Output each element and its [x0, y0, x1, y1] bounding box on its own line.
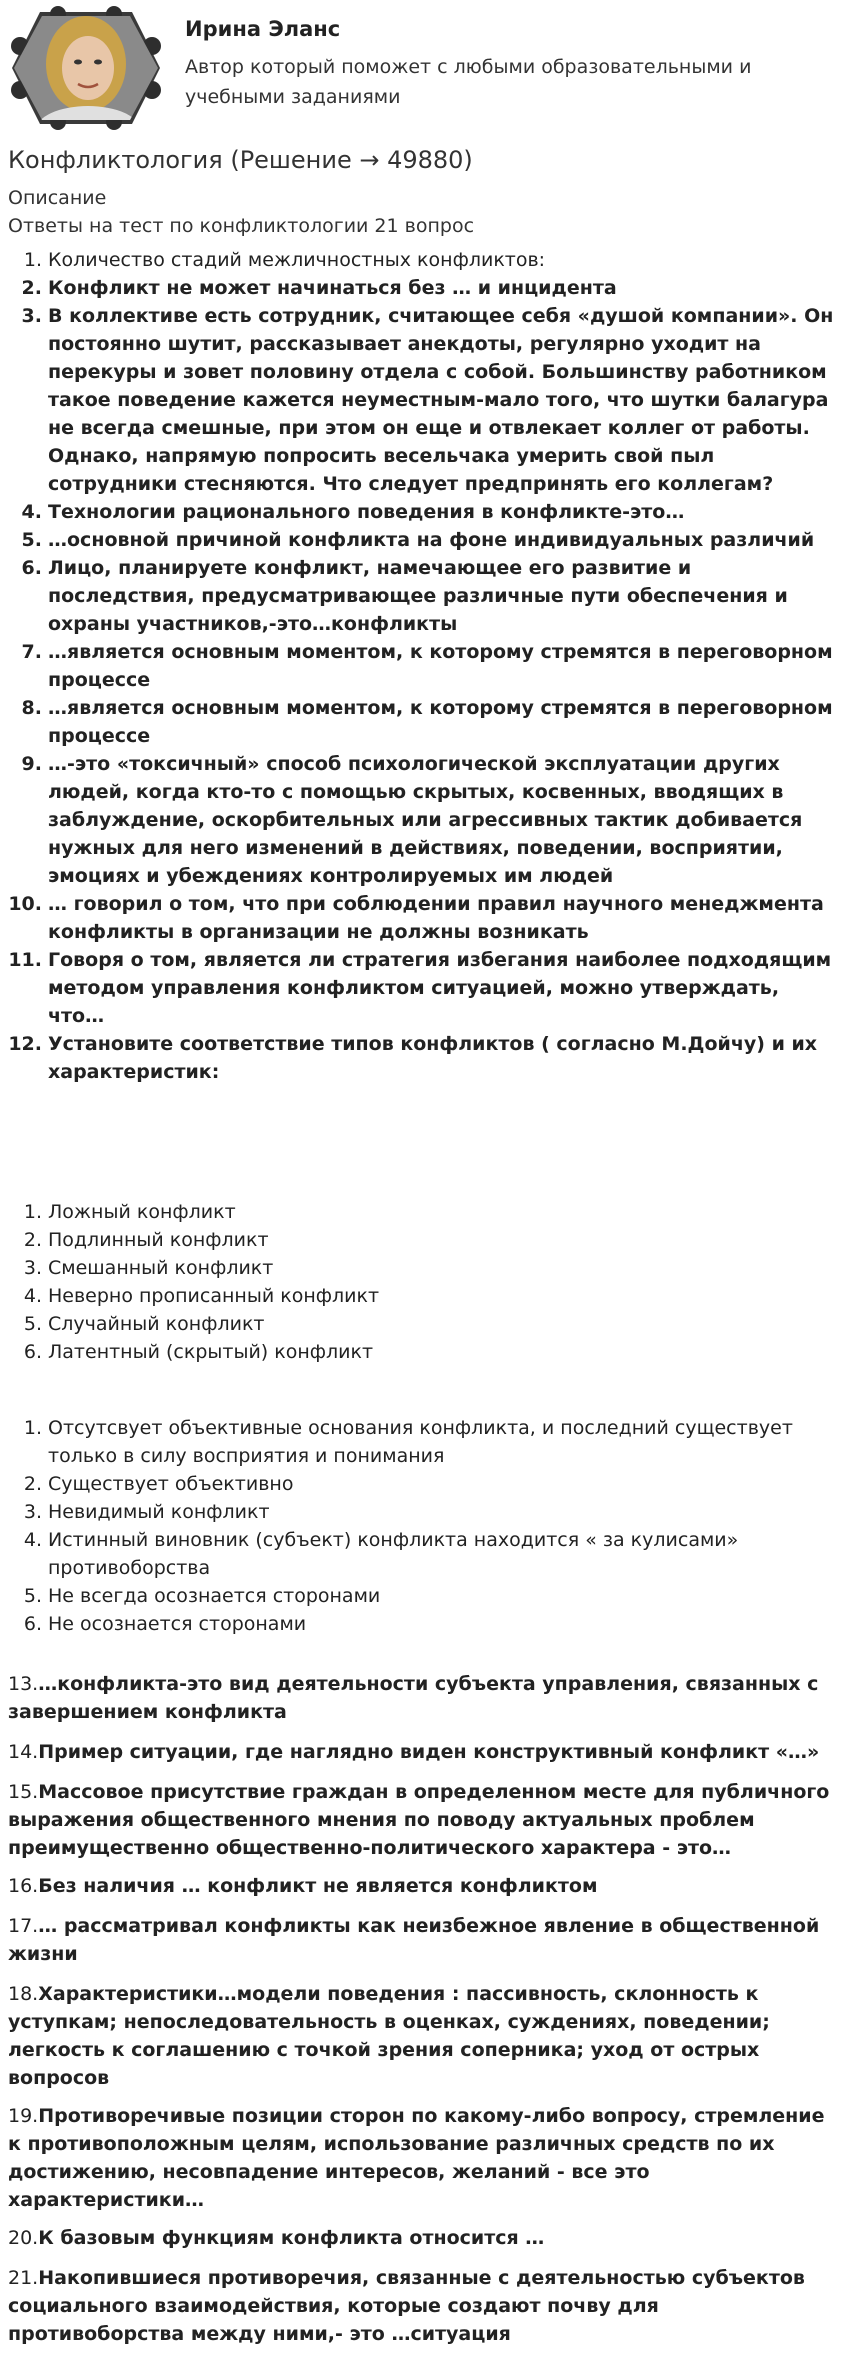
page-title: Конфликтология (Решение → 49880) [8, 146, 473, 174]
option-text: Не всегда осознается сторонами [48, 1585, 381, 1607]
option-text: Подлинный конфликт [48, 1229, 269, 1251]
option-text: Истинный виновник (субъект) конфликта находится « за кулисами» противоборства [48, 1529, 739, 1579]
question-text: К базовым функциям конфликта относится … [38, 2227, 545, 2249]
option-text: Существует объективно [48, 1473, 294, 1495]
item-number: 4. [23, 1285, 42, 1307]
list-item [8, 1030, 838, 1086]
option-text: Латентный (скрытый) конфликт [48, 1341, 374, 1363]
question-text: Накопившиеся противоречия, связанные с деятельностью субъектов социального взаимодействия, которые создают почву для противоборства между ними,- это …ситуация [8, 2267, 805, 2345]
question-text: …является основным моментом, к которому стремятся в переговорном процессе [48, 641, 833, 691]
item-number: 4. [21, 501, 42, 523]
item-number: 9. [21, 753, 42, 775]
question-text: Без наличия … конфликт не является конфликтом [38, 1875, 598, 1897]
item-number: 19. [8, 2105, 39, 2127]
question-text: В коллективе есть сотрудник, считающее себя «душой компании». Он постоянно шутит, рассказывает анекдоты, регулярно уходит на перекуры и зовет половину отдела с собой. Большинству работником такое поведение кажется неуместным-мало того, что шутки балагура не всегда смешные, при этом он еще и отвлекает коллег от работы. Однако, напрямую попросить весельчака умерить свой пыл сотрудники стесняются. Что следует предпринять его коллегам? [48, 305, 834, 495]
item-number: 15. [8, 1781, 39, 1803]
question-paragraph [8, 1912, 838, 1968]
question-text: Конфликт не может начинаться без … и инцидента [48, 277, 617, 299]
question-text: …является основным моментом, к которому стремятся в переговорном процессе [48, 697, 833, 747]
questions-list [8, 246, 838, 1086]
item-number: 3. [23, 1257, 42, 1279]
item-number: 13. [8, 1673, 39, 1695]
question-text: Установите соответствие типов конфликтов ( согласно М.Дойчу) и их характеристик: [48, 1033, 818, 1083]
list-item [8, 302, 838, 498]
question-paragraph [8, 1738, 838, 1766]
item-number: 1. [23, 1417, 42, 1439]
item-number: 6. [23, 1613, 42, 1635]
list-item [8, 1498, 838, 1526]
item-number: 3. [21, 305, 42, 327]
item-number: 11. [8, 949, 42, 971]
list-item [8, 638, 838, 694]
item-number: 5. [23, 1585, 42, 1607]
list-item [8, 1254, 838, 1282]
question-text: Технологии рационального поведения в конфликте-это… [48, 501, 685, 523]
author-name[interactable]: Ирина Эланс [185, 17, 341, 41]
list-item [8, 1226, 838, 1254]
author-description: Автор который поможет с любыми образовательными и учебными заданиями [185, 56, 752, 108]
question-text: … рассматривал конфликты как неизбежное явление в общественной жизни [8, 1915, 820, 1965]
question-text: Характеристики…модели поведения : пассивность, склонность к уступкам; непоследовательность в оценках, суждениях, поведении; легкость к соглашению с точкой зрения соперника; уход от острых вопросов [8, 1983, 770, 2089]
option-text: Неверно прописанный конфликт [48, 1285, 380, 1307]
question-paragraph [8, 1778, 838, 1862]
list-item [8, 890, 838, 946]
item-number: 10. [8, 893, 42, 915]
question-paragraph [8, 2224, 838, 2252]
question-text: Пример ситуации, где наглядно виден конструктивный конфликт «…» [38, 1741, 820, 1763]
item-number: 2. [21, 277, 42, 299]
item-number: 18. [8, 1983, 39, 2005]
option-text: Смешанный конфликт [48, 1257, 274, 1279]
question-paragraph [8, 1980, 838, 2092]
option-text: Не осознается сторонами [48, 1613, 307, 1635]
item-number: 20. [8, 2227, 39, 2249]
option-text: Невидимый конфликт [48, 1501, 270, 1523]
item-number: 2. [23, 1229, 42, 1251]
option-text: Ложный конфликт [48, 1201, 236, 1223]
question-text: …-это «токсичный» способ психологической эксплуатации других людей, когда кто-то с помощью скрытых, косвенных, вводящих в заблуждение, оскорбительных или агрессивных тактик добивается нужных для него изменений в действиях, поведении, восприятии, эмоциях и убеждениях контролируемых им людей [48, 753, 803, 887]
list-item [8, 526, 838, 554]
question-text: Лицо, планируете конфликт, намечающее его развитие и последствия, предусматривающее различные пути обеспечения и охраны участников,-это…конфликты [48, 557, 788, 635]
item-number: 6. [23, 1341, 42, 1363]
list-item [8, 1282, 838, 1310]
item-number: 1. [23, 249, 42, 271]
question-text: Количество стадий межличностных конфликтов: [48, 249, 546, 271]
list-item [8, 694, 838, 750]
item-number: 4. [23, 1529, 42, 1551]
list-item [8, 1582, 838, 1610]
item-number: 5. [21, 529, 42, 551]
list-item [8, 498, 838, 526]
question-paragraph [8, 1872, 838, 1900]
description-label: Описание [8, 187, 107, 209]
list-item [8, 1526, 838, 1582]
item-number: 17. [8, 1915, 39, 1937]
item-number: 3. [23, 1501, 42, 1523]
question-text: Противоречивые позиции сторон по какому-либо вопросу, стремление к противоположным целям, использование различных средств по их достижению, несовпадение интересов, желаний - все это характеристики… [8, 2105, 825, 2211]
item-number: 21. [8, 2267, 39, 2289]
item-number: 5. [23, 1313, 42, 1335]
item-number: 16. [8, 1875, 39, 1897]
question-text: … говорил о том, что при соблюдении правил научного менеджмента конфликты в организации не должны возникать [48, 893, 824, 943]
characteristics-list [8, 1414, 838, 1638]
item-number: 7. [21, 641, 42, 663]
question-paragraph [8, 2264, 838, 2348]
list-item [8, 946, 838, 1030]
option-text: Случайный конфликт [48, 1313, 265, 1335]
question-paragraph [8, 2102, 838, 2214]
question-text: …конфликта-это вид деятельности субъекта управления, связанных с завершением конфликта [8, 1673, 819, 1723]
list-item [8, 1338, 838, 1366]
item-number: 8. [21, 697, 42, 719]
author-avatar[interactable] [8, 6, 168, 130]
list-item [8, 274, 838, 302]
list-item [8, 246, 838, 274]
item-number: 2. [23, 1473, 42, 1495]
list-item [8, 1610, 838, 1638]
conflict-types-list [8, 1198, 838, 1366]
item-number: 12. [8, 1033, 42, 1055]
list-item [8, 1414, 838, 1470]
item-number: 1. [23, 1201, 42, 1223]
list-item [8, 1470, 838, 1498]
item-number: 14. [8, 1741, 39, 1763]
question-paragraph [8, 1670, 838, 1726]
author-card [8, 6, 838, 130]
list-item [8, 1310, 838, 1338]
avatar-image [8, 6, 168, 130]
list-item [8, 1198, 838, 1226]
question-text: Массовое присутствие граждан в определенном месте для публичного выражения общественного мнения по поводу актуальных проблем преимущественно общественно-политического характера - это… [8, 1781, 830, 1859]
list-item [8, 554, 838, 638]
item-number: 6. [21, 557, 42, 579]
question-text: …основной причиной конфликта на фоне индивидуальных различий [48, 529, 815, 551]
description-text: Ответы на тест по конфликтологии 21 вопрос [8, 215, 475, 237]
list-item [8, 750, 838, 890]
option-text: Отсутсвует объективные основания конфликта, и последний существует только в силу восприятия и понимания [48, 1417, 793, 1467]
question-text: Говоря о том, является ли стратегия избегания наиболее подходящим методом управления конфликтом ситуацией, можно утверждать, что… [48, 949, 832, 1027]
